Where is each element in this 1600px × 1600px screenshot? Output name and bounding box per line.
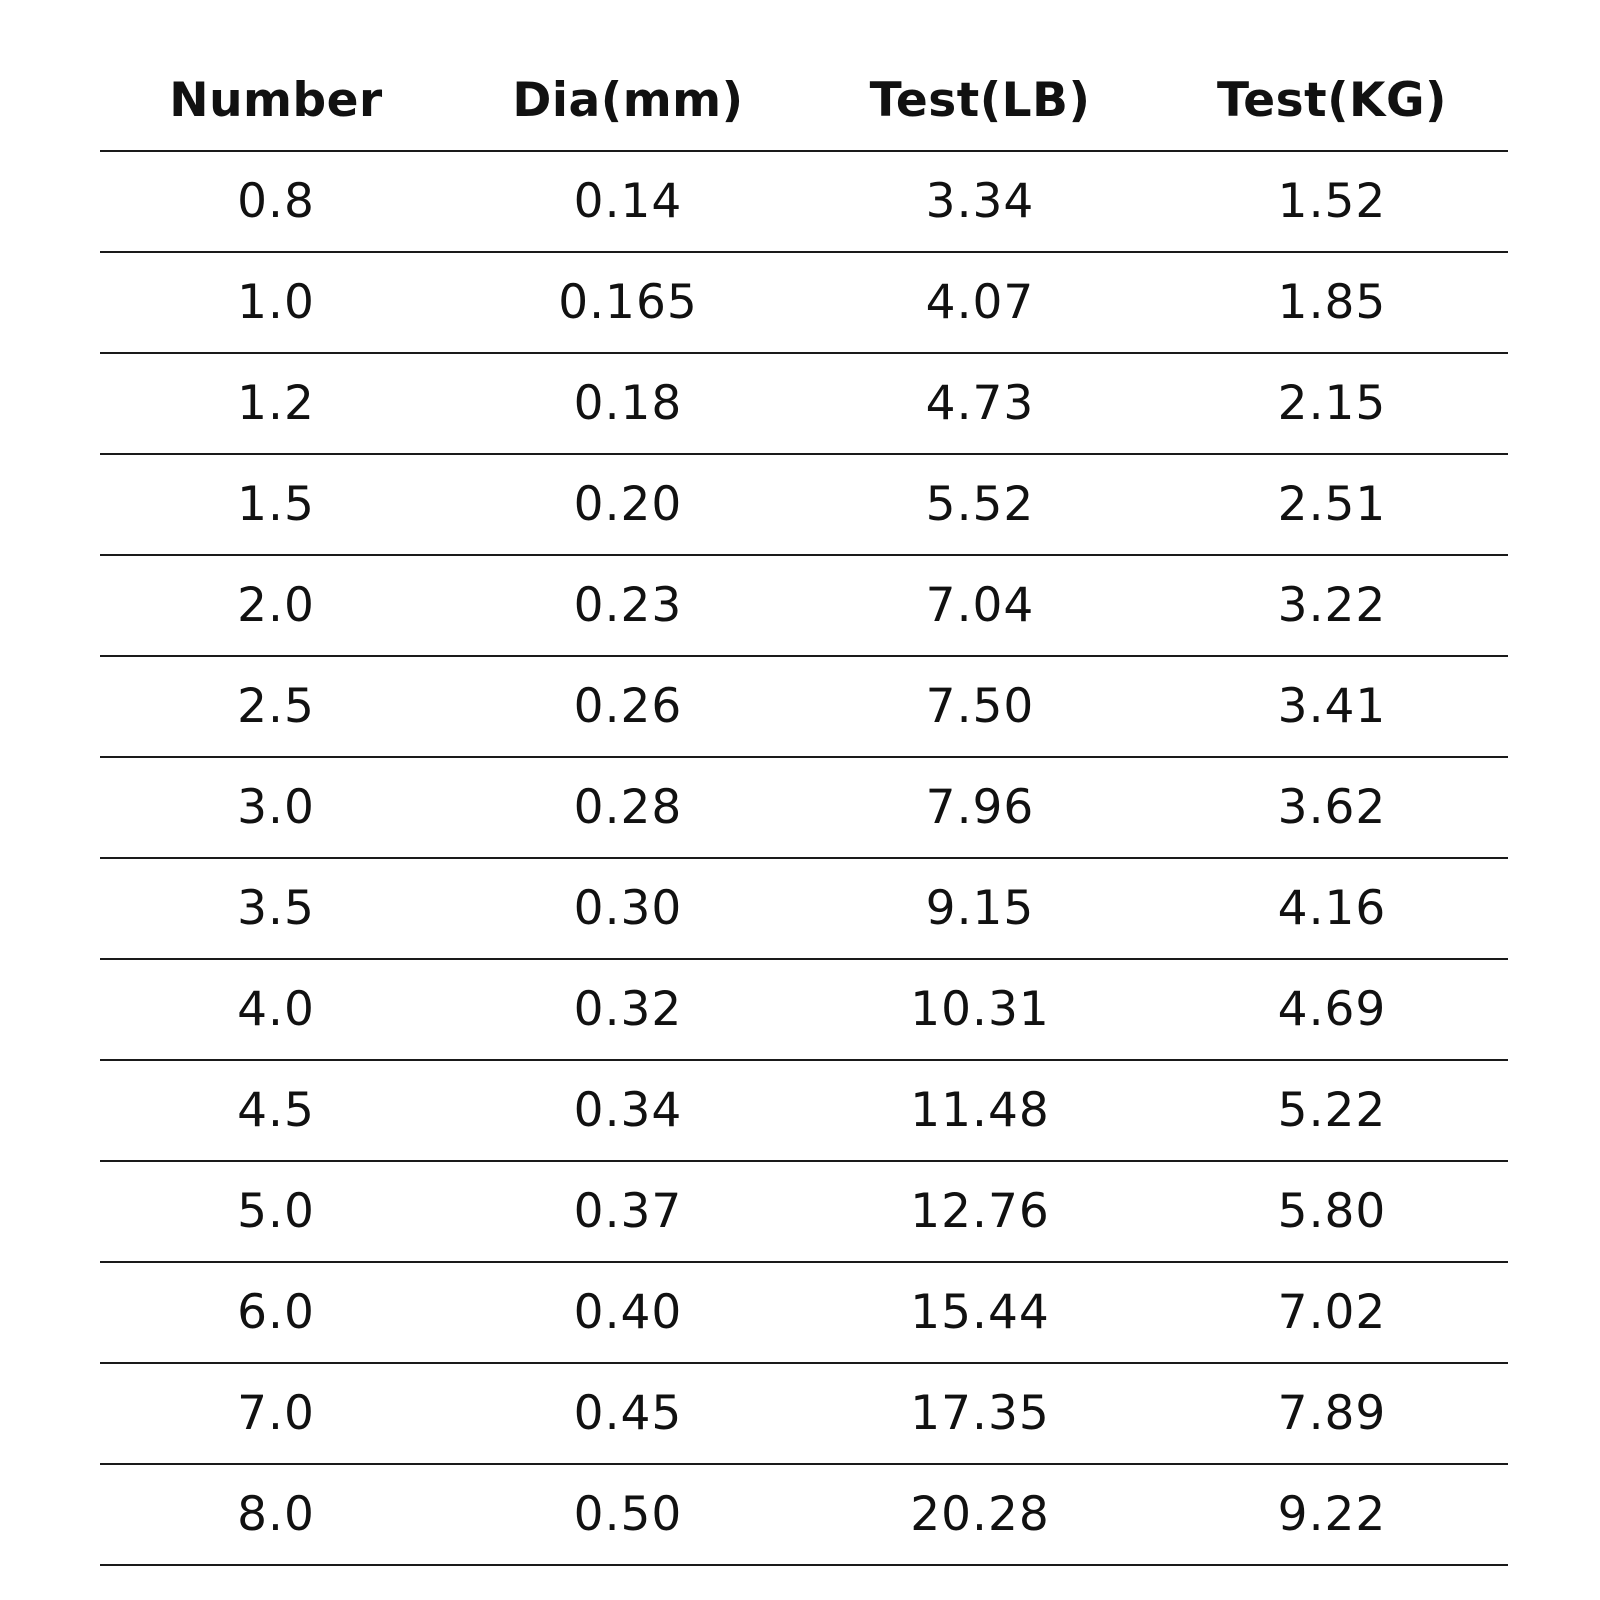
cell-test-lb: 4.07 [804,252,1156,353]
table-row [100,1161,1508,1262]
cell-test-lb: 10.31 [804,959,1156,1060]
cell-number: 5.0 [100,1161,452,1262]
cell-diameter: 0.26 [452,656,804,757]
cell-number: 4.5 [100,1060,452,1161]
cell-test-kg: 9.22 [1156,1464,1508,1565]
table-row [100,656,1508,757]
cell-test-lb: 20.28 [804,1464,1156,1565]
cell-test-lb: 7.04 [804,555,1156,656]
table-header-row [100,50,1508,151]
cell-diameter: 0.30 [452,858,804,959]
cell-number: 8.0 [100,1464,452,1565]
header-test-kg: Test(KG) [1156,50,1508,151]
cell-number: 2.5 [100,656,452,757]
cell-test-lb: 17.35 [804,1363,1156,1464]
cell-test-kg: 2.15 [1156,353,1508,454]
cell-diameter: 0.32 [452,959,804,1060]
cell-test-lb: 12.76 [804,1161,1156,1262]
cell-test-kg: 5.22 [1156,1060,1508,1161]
table-row [100,555,1508,656]
cell-test-lb: 11.48 [804,1060,1156,1161]
cell-test-kg: 5.80 [1156,1161,1508,1262]
cell-diameter: 0.14 [452,151,804,252]
cell-diameter: 0.40 [452,1262,804,1363]
cell-test-kg: 7.89 [1156,1363,1508,1464]
cell-diameter: 0.45 [452,1363,804,1464]
cell-number: 3.5 [100,858,452,959]
cell-diameter: 0.50 [452,1464,804,1565]
cell-diameter: 0.165 [452,252,804,353]
cell-number: 0.8 [100,151,452,252]
table-row [100,151,1508,252]
cell-number: 1.5 [100,454,452,555]
table-body [100,151,1508,1565]
table-row [100,454,1508,555]
cell-number: 3.0 [100,757,452,858]
cell-diameter: 0.28 [452,757,804,858]
table-row [100,959,1508,1060]
cell-test-lb: 7.50 [804,656,1156,757]
cell-diameter: 0.18 [452,353,804,454]
cell-number: 7.0 [100,1363,452,1464]
table-row [100,1060,1508,1161]
cell-test-lb: 4.73 [804,353,1156,454]
cell-test-kg: 3.41 [1156,656,1508,757]
cell-test-lb: 7.96 [804,757,1156,858]
cell-diameter: 0.23 [452,555,804,656]
header-number: Number [100,50,452,151]
cell-test-lb: 9.15 [804,858,1156,959]
cell-number: 6.0 [100,1262,452,1363]
cell-test-kg: 3.22 [1156,555,1508,656]
cell-number: 2.0 [100,555,452,656]
table-row [100,1262,1508,1363]
cell-number: 1.2 [100,353,452,454]
cell-test-kg: 2.51 [1156,454,1508,555]
cell-test-kg: 3.62 [1156,757,1508,858]
cell-diameter: 0.20 [452,454,804,555]
spec-table-container [100,50,1508,1566]
cell-test-lb: 5.52 [804,454,1156,555]
cell-number: 1.0 [100,252,452,353]
cell-test-lb: 3.34 [804,151,1156,252]
cell-diameter: 0.34 [452,1060,804,1161]
spec-table [100,50,1508,1566]
table-row [100,353,1508,454]
table-row [100,252,1508,353]
table-row [100,858,1508,959]
header-diameter: Dia(mm) [452,50,804,151]
cell-number: 4.0 [100,959,452,1060]
table-row [100,1464,1508,1565]
cell-test-kg: 7.02 [1156,1262,1508,1363]
table-row [100,1363,1508,1464]
header-test-lb: Test(LB) [804,50,1156,151]
cell-test-kg: 4.69 [1156,959,1508,1060]
cell-test-lb: 15.44 [804,1262,1156,1363]
cell-diameter: 0.37 [452,1161,804,1262]
cell-test-kg: 4.16 [1156,858,1508,959]
cell-test-kg: 1.52 [1156,151,1508,252]
table-row [100,757,1508,858]
cell-test-kg: 1.85 [1156,252,1508,353]
